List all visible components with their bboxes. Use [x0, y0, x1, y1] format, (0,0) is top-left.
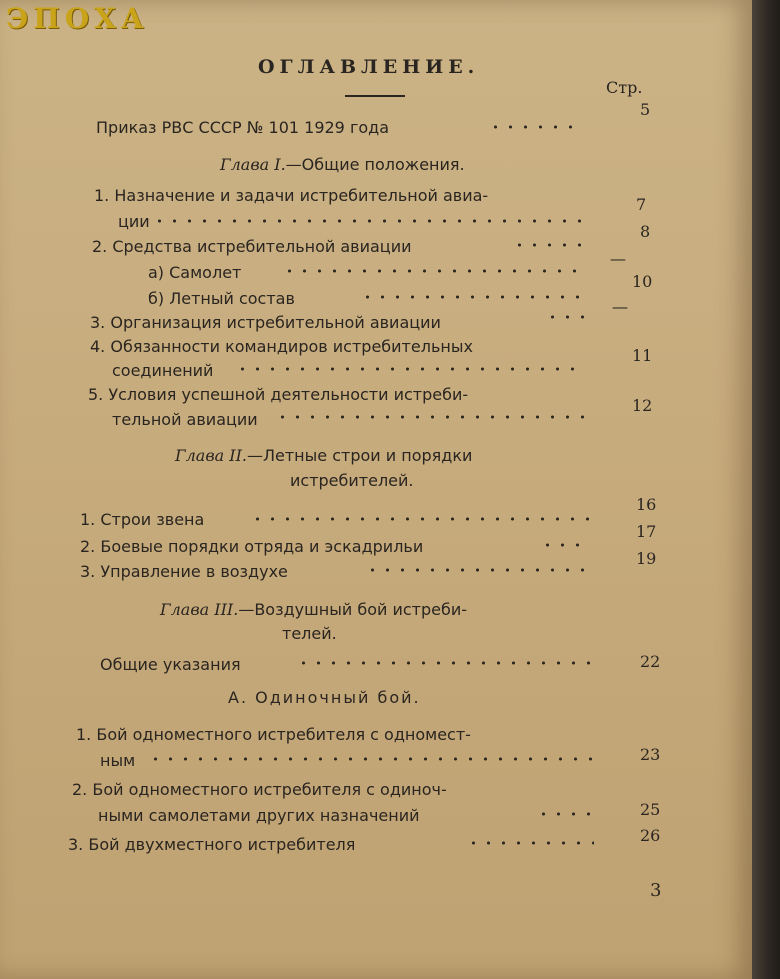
page-ref: 19: [636, 549, 657, 568]
leader-dots: [250, 514, 590, 524]
leader-dots: [235, 364, 585, 374]
leader-dots: [365, 565, 590, 575]
chapter-title: —Общие положения.: [285, 155, 465, 174]
chapter-heading: [220, 155, 465, 174]
page-ref-dash: —: [612, 297, 628, 316]
page-ref: 25: [640, 800, 661, 819]
chapter-label: Глава III.: [160, 600, 239, 619]
toc-entry-cont: соединений: [112, 361, 214, 380]
leader-dots: [488, 122, 578, 132]
watermark-logo: ЭПОХА: [6, 2, 149, 35]
page-ref: 10: [632, 272, 653, 291]
toc-entry: 3. Организация истребительной авиации: [90, 313, 441, 332]
toc-entry: 2. Бой одноместного истребителя с одиноч-: [72, 780, 447, 799]
page-ref: 23: [640, 745, 661, 764]
toc-entry: 3. Управление в воздухе: [80, 562, 288, 581]
chapter-title: —Воздушный бой истреби-: [238, 600, 468, 619]
pages-column-label: Стр.: [606, 78, 643, 97]
leader-dots: [282, 266, 582, 276]
toc-entry: 2. Средства истребительной авиации: [92, 237, 412, 256]
toc-entry-prikaz: Приказ РВС СССР № 101 1929 года: [96, 118, 389, 137]
leader-dots: [466, 838, 594, 848]
leader-dots: [296, 658, 594, 668]
page-edge-shadow: [752, 0, 780, 979]
toc-entry: Общие указания: [100, 655, 241, 674]
page-ref: 7: [636, 195, 647, 214]
toc-subentry: а) Самолет: [148, 263, 242, 282]
page-number: 3: [650, 880, 662, 901]
toc-subentry: б) Летный состав: [148, 289, 295, 308]
leader-dots: [360, 292, 582, 302]
leader-dots: [540, 540, 590, 550]
page-ref: 8: [640, 222, 651, 241]
toc-entry: 3. Бой двухместного истребителя: [68, 835, 356, 854]
page-ref: 17: [636, 522, 657, 541]
chapter-title: —Летные строи и порядки: [246, 446, 473, 465]
toc-entry-cont: ным: [100, 751, 136, 770]
chapter-title-cont: телей.: [282, 624, 337, 643]
leader-dots: [275, 412, 585, 422]
chapter-title-cont: истребителей.: [290, 471, 414, 490]
leader-dots: [152, 216, 582, 226]
page-ref: 22: [640, 652, 661, 671]
toc-entry: 5. Условия успешной деятельности истреби-: [88, 385, 469, 404]
page-ref: 12: [632, 396, 653, 415]
toc-entry-cont: тельной авиации: [112, 410, 258, 429]
toc-entry: 4. Обязанности командиров истребительных: [90, 337, 473, 356]
page-ref: 5: [640, 100, 651, 119]
leader-dots: [148, 754, 594, 764]
toc-entry-cont: ными самолетами других назначений: [98, 806, 420, 825]
chapter-label: Глава II.: [175, 446, 247, 465]
leader-dots: [536, 809, 594, 819]
toc-entry: 1. Назначение и задачи истребительной авиа-: [94, 186, 489, 205]
page-ref-dash: —: [610, 249, 626, 268]
chapter-heading: [160, 600, 467, 619]
leader-dots: [512, 240, 582, 250]
page-ref: 11: [632, 346, 653, 365]
chapter-heading: [175, 446, 472, 465]
toc-entry: 1. Строи звена: [80, 510, 205, 529]
toc-entry: 2. Боевые порядки отряда и эскадрильи: [80, 537, 424, 556]
toc-entry-cont: ции: [118, 212, 150, 231]
title-rule: [345, 95, 405, 97]
leader-dots: [545, 312, 585, 322]
page-ref: 26: [640, 826, 661, 845]
toc-entry: 1. Бой одноместного истребителя с одномест-: [76, 725, 471, 744]
chapter-label: Глава I.: [220, 155, 286, 174]
page-ref: 16: [636, 495, 657, 514]
section-heading: А. Одиночный бой.: [228, 688, 421, 707]
toc-title: ОГЛАВЛЕНИЕ.: [258, 56, 480, 78]
